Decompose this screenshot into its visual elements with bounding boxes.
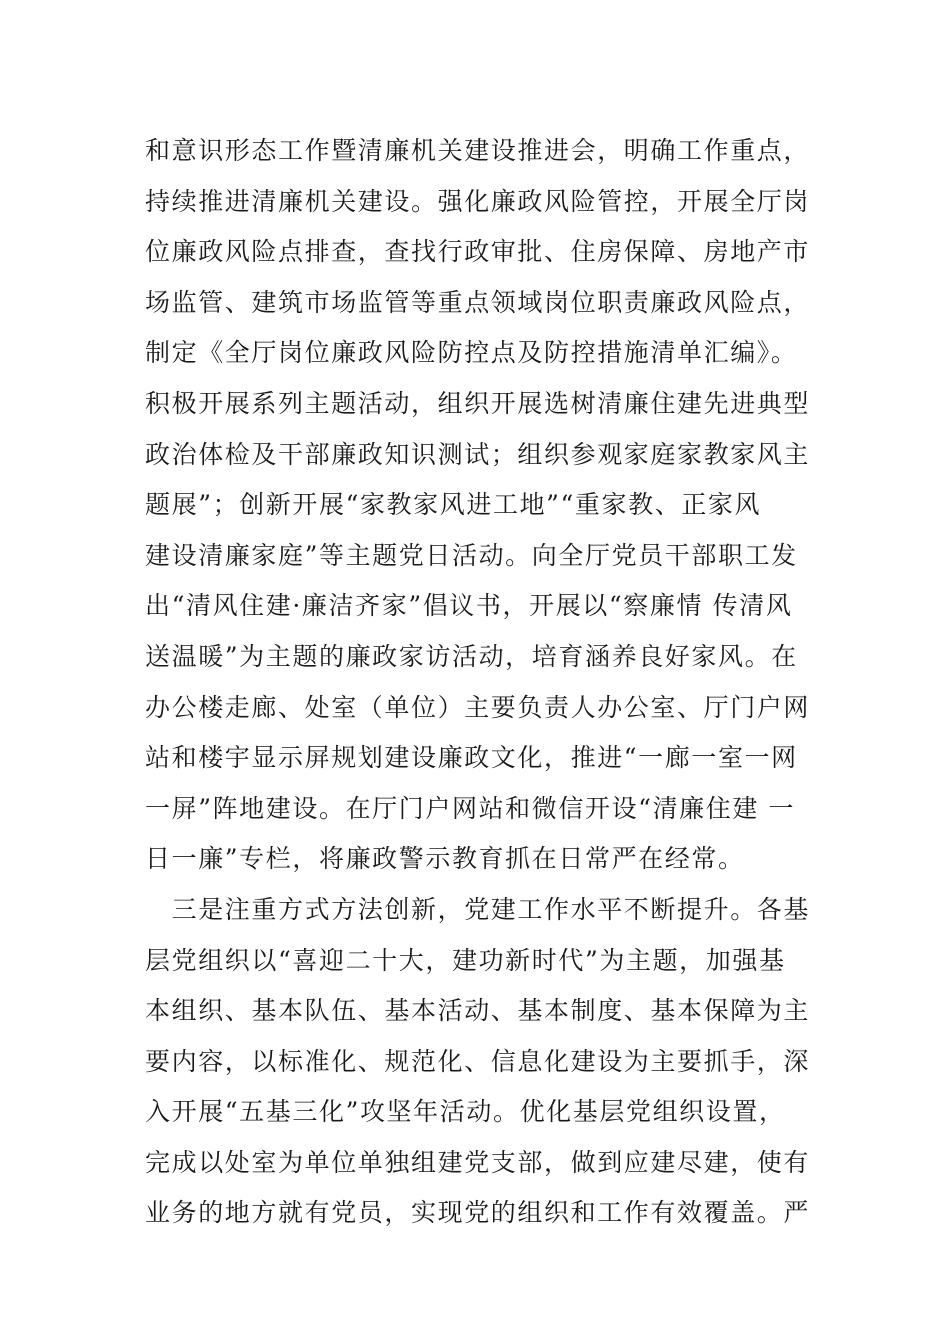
text-line-2: 持续推进清廉机关建设。强化廉政风险管控，开展全厅岗 [145, 186, 811, 216]
text-line-19: 要内容，以标准化、规范化、信息化建设为主要抓手，深 [145, 1046, 811, 1076]
text-line-4: 场监管、建筑市场监管等重点领域岗位职责廉政风险点， [145, 287, 811, 317]
text-line-22: 业务的地方就有党员，实现党的组织和工作有效覆盖。严 [145, 1198, 811, 1228]
text-line-1: 和意识形态工作暨清廉机关建设推进会，明确工作重点， [145, 136, 811, 165]
text-line-10: 出“清风住建·廉洁齐家”倡议书，开展以“察廉情 传清风 [145, 591, 793, 621]
text-line-21: 完成以处室为单位单独组建党支部，做到应建尽建，使有 [145, 1147, 811, 1177]
text-line-18: 本组织、基本队伍、基本活动、基本制度、基本保障为主 [145, 996, 811, 1026]
text-line-3: 位廉政风险点排查，查找行政审批、住房保障、房地产市 [145, 237, 811, 267]
text-line-13: 站和楼宇显示屏规划建设廉政文化，推进“一廊一室一网 [145, 743, 798, 773]
text-line-6: 积极开展系列主题活动，组织开展选树清廉住建先进典型 [145, 388, 811, 418]
text-line-15: 日一廉”专栏，将廉政警示教育抓在日常严在经常。 [145, 844, 745, 874]
text-line-20: 入开展“五基三化”攻坚年活动。优化基层党组织设置， [145, 1097, 786, 1127]
text-line-9: 建设清廉家庭”等主题党日活动。向全厅党员干部职工发 [145, 540, 798, 570]
text-line-14: 一屏”阵地建设。在厅门户网站和微信开设“清廉住建 一 [145, 793, 796, 823]
text-line-12: 办公楼走廊、处室（单位）主要负责人办公室、厅门户网 [145, 692, 811, 722]
body-text [145, 126, 815, 1239]
text-line-11: 送温暖”为主题的廉政家访活动，培育涵养良好家风。在 [145, 641, 798, 671]
text-line-16: 三是注重方式方法创新，党建工作水平不断提升。各基 [145, 894, 811, 924]
text-line-7: 政治体检及干部廉政知识测试；组织参观家庭家教家风主 [145, 439, 811, 469]
text-line-17: 层党组织以“喜迎二十大，建功新时代”为主题，加强基 [145, 945, 786, 975]
text-line-5: 制定《全厅岗位廉政风险防控点及防控措施清单汇编》。 [145, 338, 798, 368]
text-line-8: 题展”；创新开展“家教家风进工地”“重家教、正家风 [145, 490, 762, 520]
